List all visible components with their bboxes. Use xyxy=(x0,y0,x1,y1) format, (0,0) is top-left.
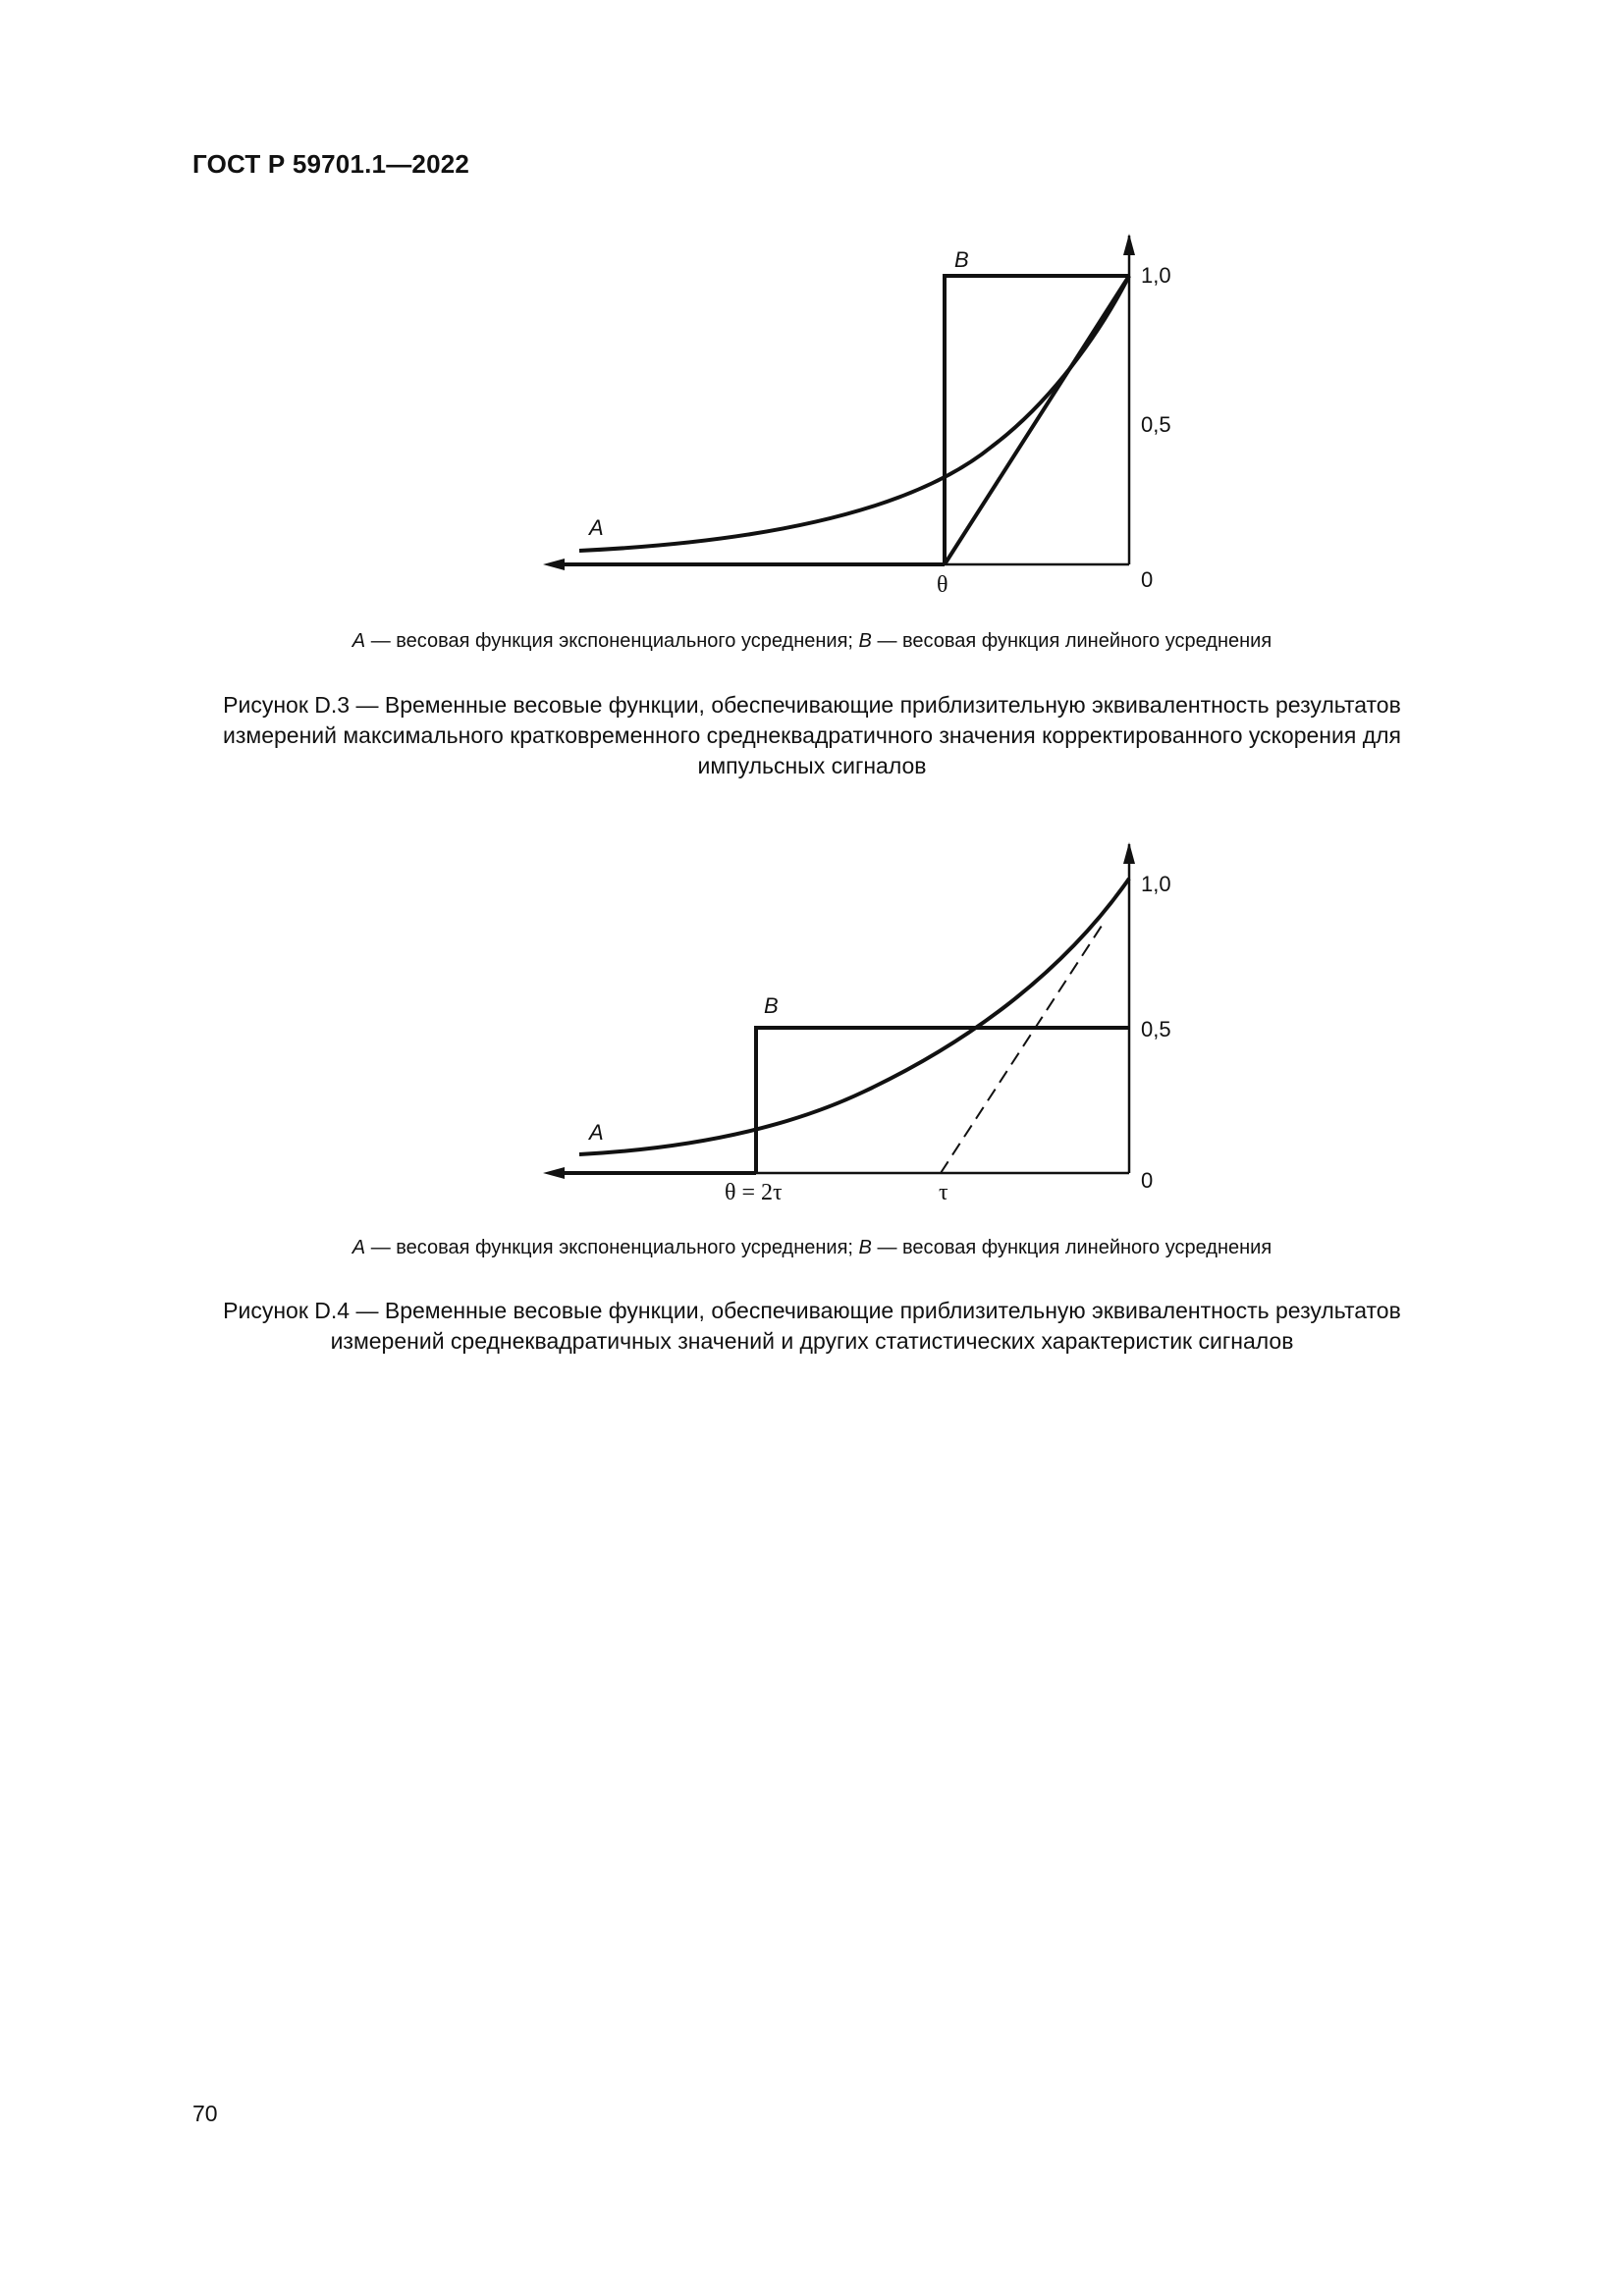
legend-a-key: A xyxy=(352,1237,366,1258)
legend-b-text: — весовая функция линейного усреднения xyxy=(871,1237,1272,1258)
curve-b-label: B xyxy=(954,247,969,272)
y-tick-top: 1,0 xyxy=(1141,263,1171,288)
y-axis-arrow xyxy=(1123,234,1135,255)
figure-d3 xyxy=(0,226,1624,677)
legend-b-key: B xyxy=(858,630,872,652)
figure-d3-legend xyxy=(0,630,1624,653)
page-number: 70 xyxy=(192,2101,218,2126)
curve-a xyxy=(579,879,1129,1154)
x-axis-arrow xyxy=(543,559,565,570)
tangent-dashed xyxy=(941,923,1104,1173)
legend-a-key: A xyxy=(352,630,366,652)
figure-d3-chart xyxy=(0,226,1624,677)
curve-b-label: B xyxy=(764,993,779,1018)
figure-d4-legend xyxy=(0,1237,1624,1259)
y-tick-mid: 0,5 xyxy=(1141,1017,1171,1041)
x-axis-arrow xyxy=(543,1167,565,1179)
legend-a-text: — весовая функция экспоненциального усреднения; xyxy=(365,630,859,652)
curve-a-label: A xyxy=(589,515,604,540)
figure-d4 xyxy=(0,834,1624,1286)
y-axis-arrow xyxy=(1123,842,1135,864)
document-header: ГОСТ Р 59701.1—2022 xyxy=(192,149,470,179)
y-tick-mid: 0,5 xyxy=(1141,412,1171,437)
y-tick-zero: 0 xyxy=(1141,1168,1154,1193)
curve-a-label: A xyxy=(589,1120,604,1145)
y-tick-zero: 0 xyxy=(1141,567,1154,592)
x-label-theta: θ xyxy=(937,572,948,598)
legend-a-text: — весовая функция экспоненциального усреднения; xyxy=(365,1237,859,1258)
x-label-tau: τ xyxy=(939,1180,948,1205)
x-label-theta: θ = 2τ xyxy=(725,1180,783,1205)
figure-d4-chart xyxy=(0,834,1624,1286)
legend-b-key: B xyxy=(858,1237,872,1258)
figure-d3-caption: Рисунок D.3 — Временные весовые функции, обеспечивающие приблизительную эквивалентность результатов измерений максимального кратковременного среднеквадратичного значения корректированного ускорения для импульсных сигналов xyxy=(223,692,1401,778)
triangular-line xyxy=(945,276,1129,564)
legend-b-text: — весовая функция линейного усреднения xyxy=(871,630,1272,652)
curve-a xyxy=(579,276,1129,551)
y-tick-top: 1,0 xyxy=(1141,872,1171,896)
figure-d4-caption: Рисунок D.4 — Временные весовые функции, обеспечивающие приблизительную эквивалентность результатов измерений среднеквадратичных значений и других статистических характеристик сигналов xyxy=(223,1298,1401,1354)
